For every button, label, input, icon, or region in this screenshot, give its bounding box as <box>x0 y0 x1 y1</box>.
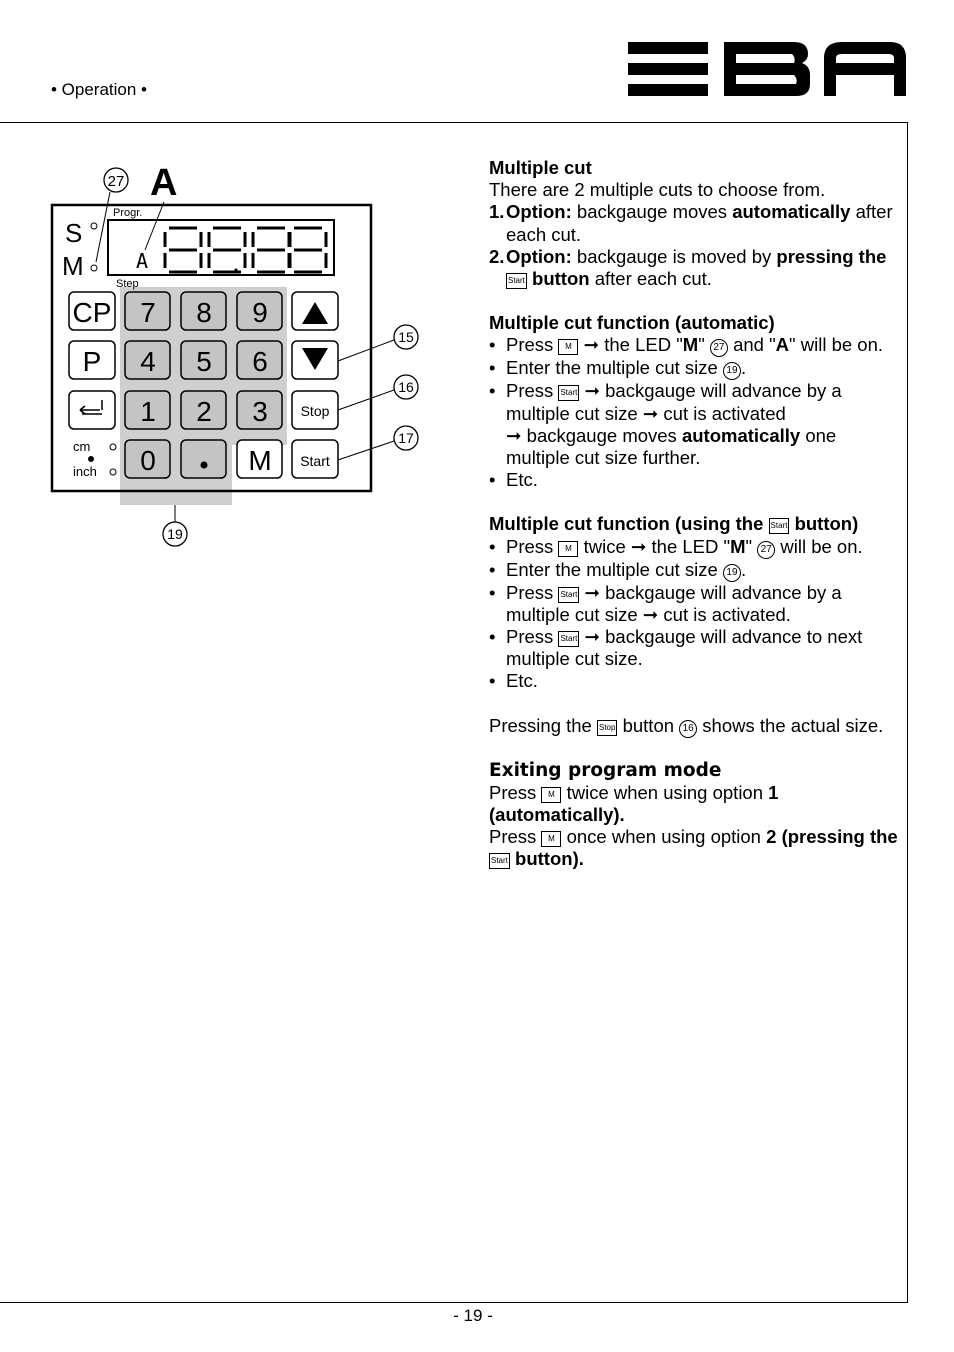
list-item: • Press Start ➞ backgauge will advance by a multiple cut size ➞ cut is activated. <box>489 581 842 625</box>
arrow-right-icon: ➞ <box>583 334 600 356</box>
key-1: 1 <box>140 396 156 427</box>
multiple-cut-intro: There are 2 multiple cuts to choose from. <box>489 179 826 201</box>
seven-segment-display <box>165 228 326 272</box>
list-item: • Enter the multiple cut size 19 . <box>489 357 747 379</box>
start-key-icon: Start <box>769 518 790 534</box>
frame-top-rule <box>0 122 908 123</box>
ref-19: 19 <box>723 362 741 380</box>
led-s-label: S <box>65 218 83 248</box>
callout-15: 15 <box>398 329 414 345</box>
callout-19: 19 <box>167 526 183 542</box>
unit-inch: inch <box>73 464 97 479</box>
key-0: 0 <box>140 445 156 476</box>
key-5: 5 <box>196 346 212 377</box>
ref-19: 19 <box>723 564 741 582</box>
arrow-right-icon: ➞ <box>630 535 647 557</box>
callout-27: 27 <box>107 173 125 190</box>
exit-line-2: Press M once when using option 2 (pressing the Start button). <box>489 826 898 870</box>
key-2: 2 <box>196 396 212 427</box>
exit-heading: Exiting program mode <box>489 759 722 781</box>
key-3: 3 <box>252 396 268 427</box>
exit-section <box>489 760 901 871</box>
display-prefix: A <box>136 249 149 273</box>
key-p: P <box>82 346 102 377</box>
key-stop: Stop <box>300 403 330 419</box>
list-item: • Press Start ➞ backgauge will advance to next multiple cut size. <box>489 626 863 670</box>
stop-key-icon: Stop <box>597 720 617 736</box>
led-m-label: M <box>62 251 84 281</box>
key-m: M <box>248 445 272 476</box>
start-key-icon: Start <box>506 273 527 289</box>
m-key-icon: M <box>558 339 578 355</box>
arrow-right-icon: ➞ <box>642 402 659 424</box>
arrow-right-icon: ➞ <box>584 581 600 603</box>
list-item: • Etc. <box>489 469 538 491</box>
start-key-icon: Start <box>558 385 579 401</box>
step-label: Step <box>116 278 139 290</box>
section-label: • Operation • <box>51 80 148 99</box>
label-a: A <box>150 162 178 204</box>
key-cp: CP <box>72 297 112 328</box>
m-key-icon: M <box>558 541 578 557</box>
list-item: • Etc. <box>489 670 538 692</box>
key-4: 4 <box>140 346 156 377</box>
list-item: • Enter the multiple cut size 19 . <box>489 558 747 580</box>
unit-cm: cm <box>73 439 91 454</box>
callout-17: 17 <box>398 430 414 446</box>
frame-right-rule <box>907 122 908 1303</box>
exit-line-1: Press M twice when using option 1 (automatically). <box>489 781 779 826</box>
start-key-icon: Start <box>558 587 579 603</box>
progr-label: Progr. <box>113 207 143 219</box>
key-9: 9 <box>252 297 268 328</box>
arrow-right-icon: ➞ <box>642 603 659 625</box>
key-start: Start <box>300 453 330 469</box>
automatic-heading: Multiple cut function (automatic) <box>489 312 775 334</box>
automatic-section <box>489 312 901 491</box>
stop-note: Pressing the Stop button 16 shows the actual size. <box>489 714 884 736</box>
arrow-right-icon: ➞ <box>506 424 522 446</box>
list-item: • Press Start ➞ backgauge will advance by a multiple cut size ➞ cut is activated ➞ backgauge moves automatically one multiple cut size further. <box>489 380 842 469</box>
option-2: 2. Option: backgauge is moved by pressing the Start button after each cut. <box>489 245 887 290</box>
arrow-right-icon: ➞ <box>584 380 600 402</box>
multiple-cut-heading: Multiple cut <box>489 157 592 178</box>
control-panel-illustration <box>40 160 440 560</box>
key-8: 8 <box>196 297 212 328</box>
option-1: 1. Option: backgauge moves automatically after each cut. <box>489 201 893 245</box>
start-key-icon: Start <box>489 853 510 869</box>
ref-27: 27 <box>710 339 728 357</box>
manual-section <box>489 513 901 692</box>
ref-27: 27 <box>757 541 775 559</box>
list-item: • Press M twice ➞ the LED "M" 27 will be on. <box>489 535 863 557</box>
callout-16: 16 <box>398 379 414 395</box>
m-key-icon: M <box>541 787 561 803</box>
m-key-icon: M <box>541 831 561 847</box>
list-item: • Press M ➞ the LED "M" 27 and "A" will be on. <box>489 334 884 356</box>
arrow-right-icon: ➞ <box>584 626 600 648</box>
key-7: 7 <box>140 297 156 328</box>
frame-bottom-rule <box>0 1302 908 1303</box>
manual-heading: Multiple cut function (using the Start button) <box>489 513 859 535</box>
multiple-cut-section <box>489 157 901 290</box>
key-decimal-point <box>201 462 208 469</box>
instruction-text <box>489 157 901 871</box>
ref-16: 16 <box>679 720 697 738</box>
start-key-icon: Start <box>558 631 579 647</box>
page-number: - 19 - <box>453 1306 493 1325</box>
key-6: 6 <box>252 346 268 377</box>
eba-logo <box>628 42 906 96</box>
